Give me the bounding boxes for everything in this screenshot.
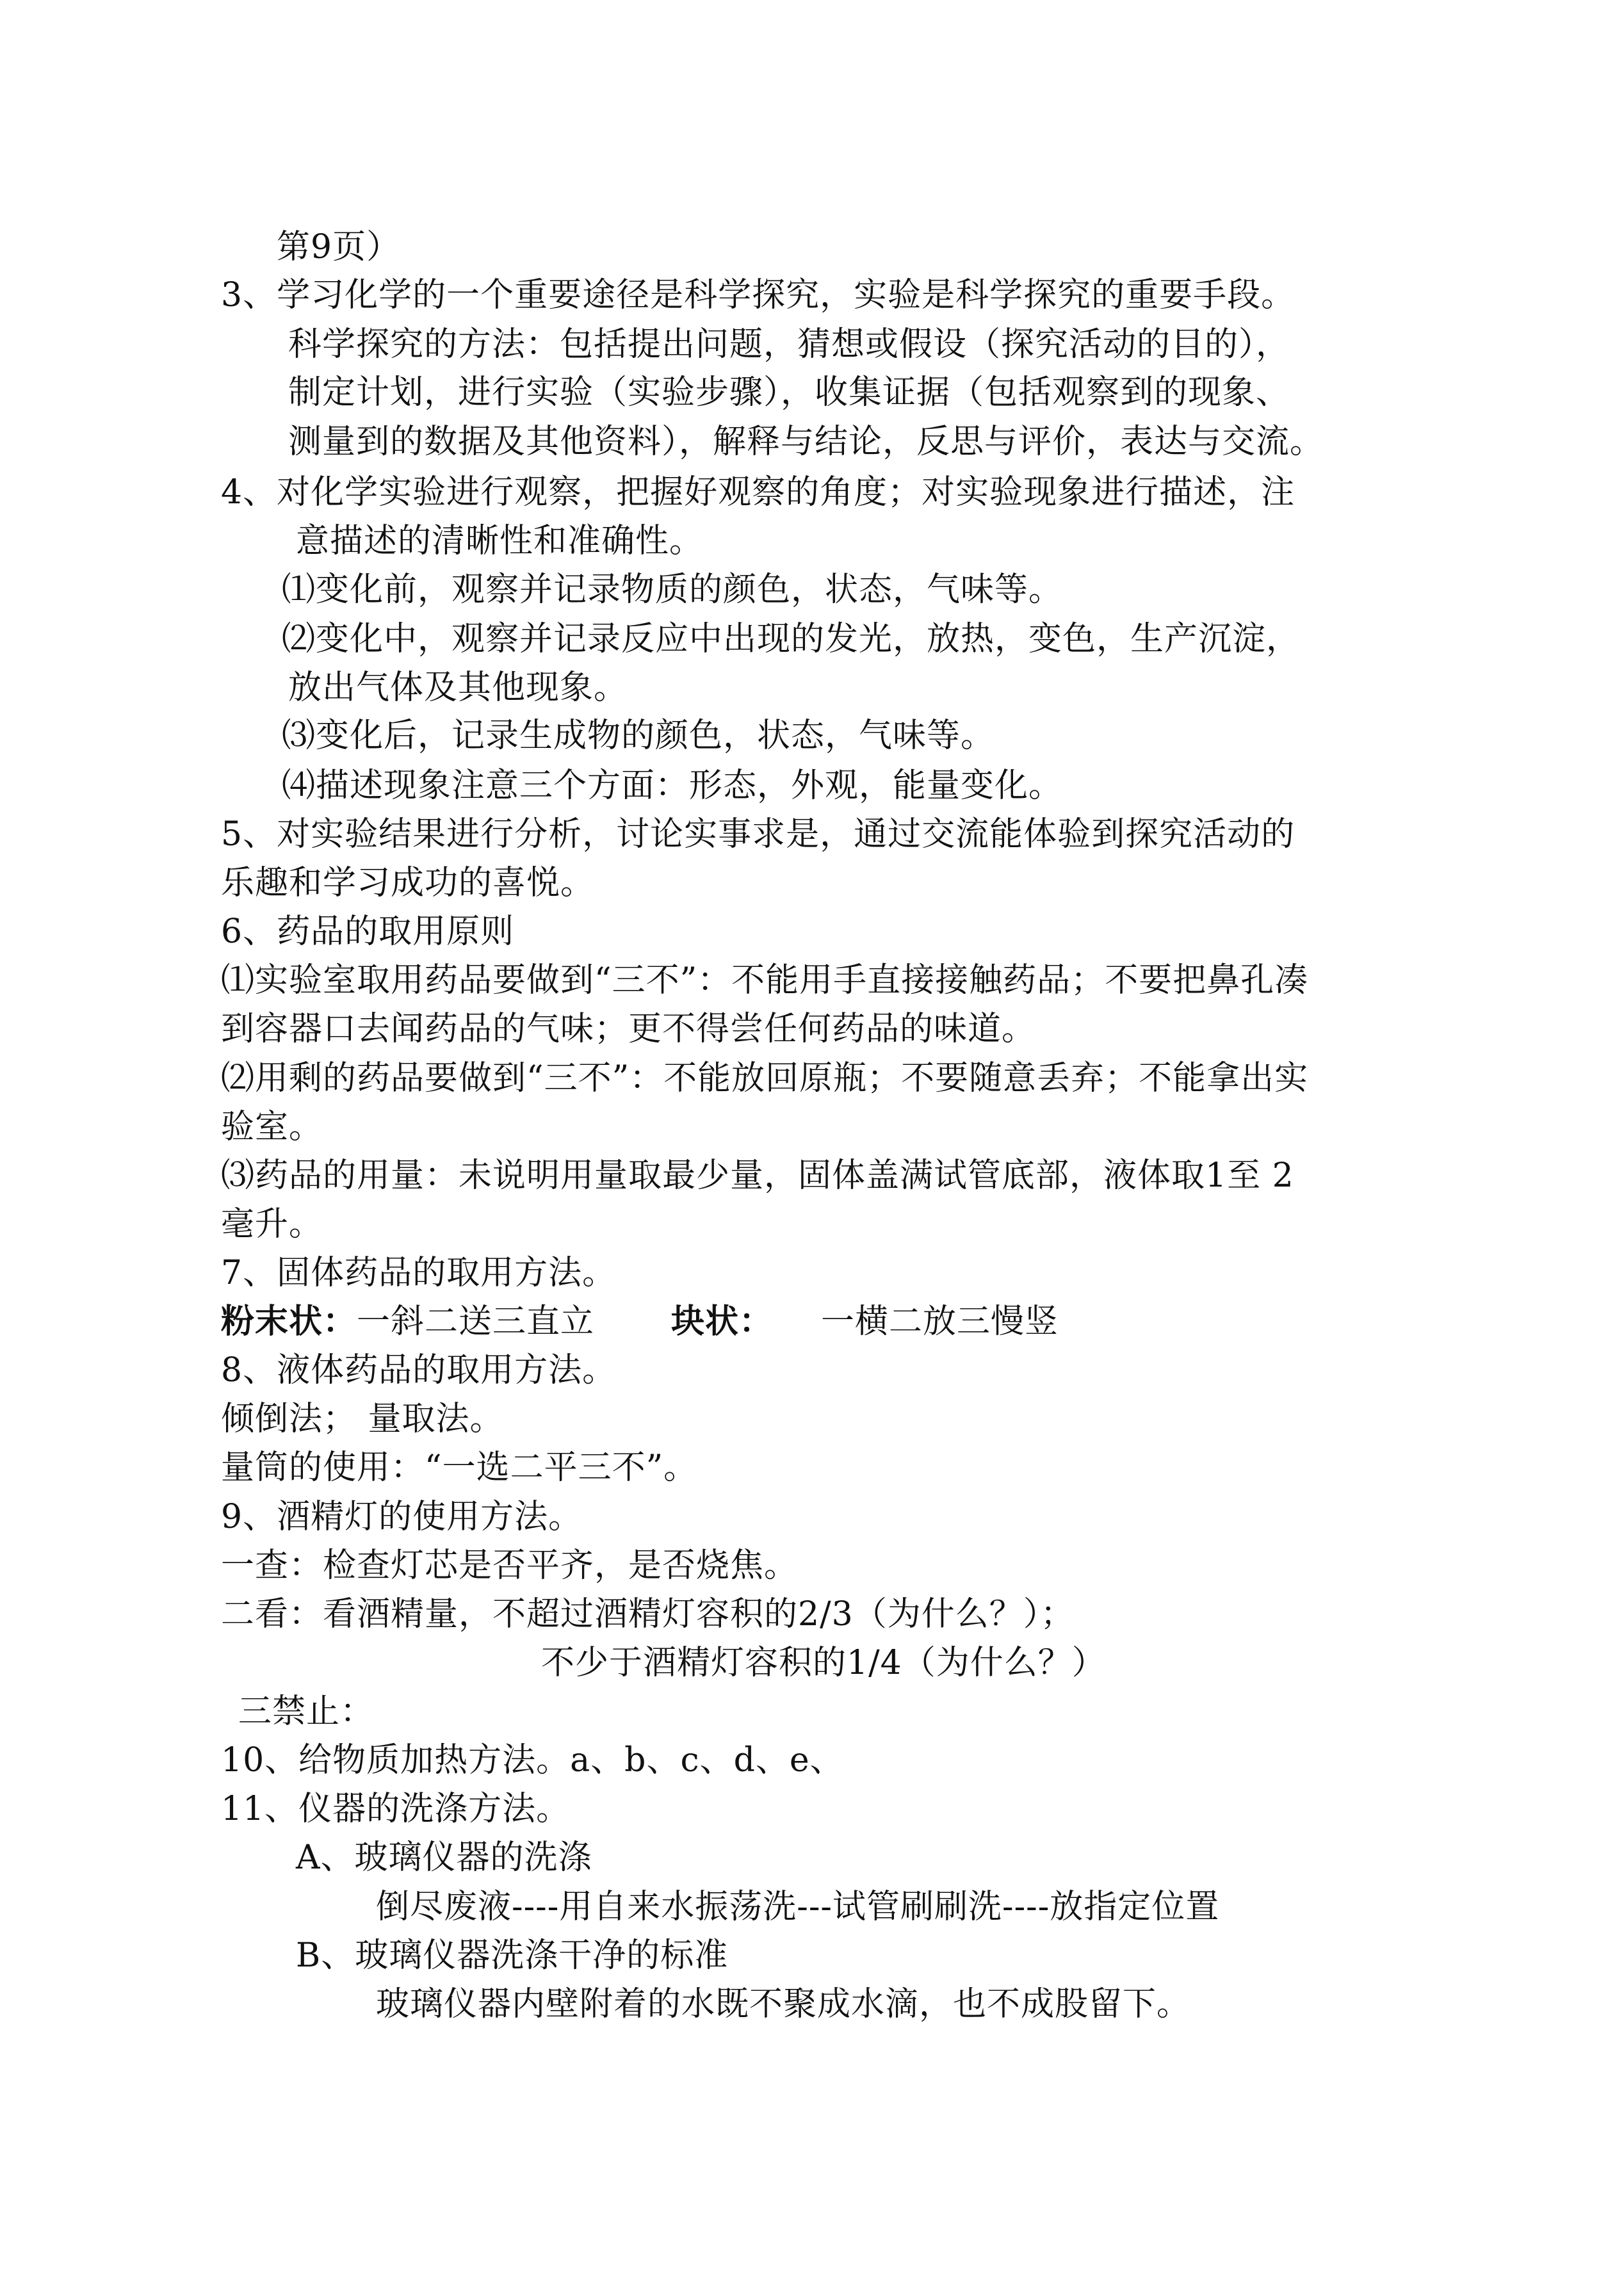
powder-text: 一斜二送三直立: [357, 1302, 595, 1341]
observe-describe: ⑷描述现象注意三个方面：形态，外观，能量变化。: [282, 766, 1063, 805]
rule-2: ⑵用剩的药品要做到“三不”：不能放回原瓶；不要随意丢弃；不能拿出实: [221, 1059, 1309, 1098]
observe-during-line-2: 放出气体及其他现象。: [288, 669, 628, 707]
block-label: 块状：: [671, 1302, 774, 1341]
lamp-look: 二看：看酒精量，不超过酒精灯容积的2/3（为什么？）；: [221, 1595, 1075, 1634]
point-7: 7、固体药品的取用方法。: [221, 1254, 617, 1292]
observe-after: ⑶变化后，记录生成物的颜色，状态，气味等。: [282, 717, 995, 755]
rule-2-line-2: 验室。: [221, 1108, 323, 1146]
point-3-line-3: 制定计划，进行实验（实验步骤），收集证据（包括观察到的现象、: [288, 373, 1290, 412]
block-method: [671, 1297, 773, 1346]
observe-during: ⑵变化中，观察并记录反应中出现的发光，放热，变色，生产沉淀，: [282, 620, 1301, 658]
point-3-line-4: 测量到的数据及其他资料），解释与结论，反思与评价，表达与交流。: [288, 423, 1324, 461]
lamp-look-line-2: 不少于酒精灯容积的1/4（为什么？）: [541, 1644, 1106, 1682]
rule-1-line-2: 到容器口去闻药品的气味；更不得尝任何药品的味道。: [221, 1010, 1036, 1048]
graduated-cylinder: 量筒的使用：“一选二平三不”。: [221, 1448, 698, 1487]
point-4-line-2: 意描述的清晰性和准确性。: [296, 522, 704, 560]
point-8: 8、液体药品的取用方法。: [221, 1351, 617, 1390]
rule-1: ⑴实验室取用药品要做到“三不”：不能用手直接接触药品；不要把鼻孔凑: [221, 961, 1309, 1000]
point-4: 4、对化学实验进行观察，把握好观察的角度；对实验现象进行描述，注: [221, 473, 1295, 512]
liquid-methods: 倾倒法； 量取法。: [221, 1400, 504, 1438]
point-5-line-2: 乐趣和学习成功的喜悦。: [221, 864, 595, 902]
washing-a-steps: 倒尽废液----用自来水振荡洗---试管刷刷洗----放指定位置: [376, 1888, 1220, 1926]
point-10: 10、给物质加热方法。a、b、c、d、e、: [221, 1741, 844, 1780]
rule-3: ⑶药品的用量：未说明用量取最少量，固体盖满试管底部，液体取1至 2: [221, 1156, 1294, 1195]
point-9: 9、酒精灯的使用方法。: [221, 1498, 583, 1536]
washing-b-standard: 玻璃仪器内壁附着的水既不聚成水滴，也不成股留下。: [376, 1985, 1191, 2023]
observe-before: ⑴变化前，观察并记录物质的颜色，状态，气味等。: [282, 571, 1063, 609]
point-6: 6、药品的取用原则: [221, 912, 515, 951]
block-text: 一横二放三慢竖: [821, 1302, 1059, 1341]
washing-a: A、玻璃仪器的洗涤: [296, 1838, 592, 1877]
point-3: 3、学习化学的一个重要途径是科学探究，实验是科学探究的重要手段。: [221, 276, 1295, 314]
solid-method-row: [221, 1297, 594, 1346]
page-ref: 第9页）: [277, 228, 401, 266]
washing-b: B、玻璃仪器洗涤干净的标准: [296, 1936, 729, 1975]
rule-3-line-2: 毫升。: [221, 1205, 323, 1244]
powder-label: 粉末状：: [221, 1302, 357, 1341]
lamp-prohibit: 三禁止：: [238, 1692, 375, 1731]
point-3-line-2: 科学探究的方法：包括提出问题，猜想或假设（探究活动的目的），: [288, 325, 1290, 364]
point-5: 5、对实验结果进行分析，讨论实事求是，通过交流能体验到探究活动的: [221, 815, 1295, 854]
point-11: 11、仪器的洗涤方法。: [221, 1790, 571, 1828]
lamp-check: 一查：检查灯芯是否平齐，是否烧焦。: [221, 1546, 799, 1585]
